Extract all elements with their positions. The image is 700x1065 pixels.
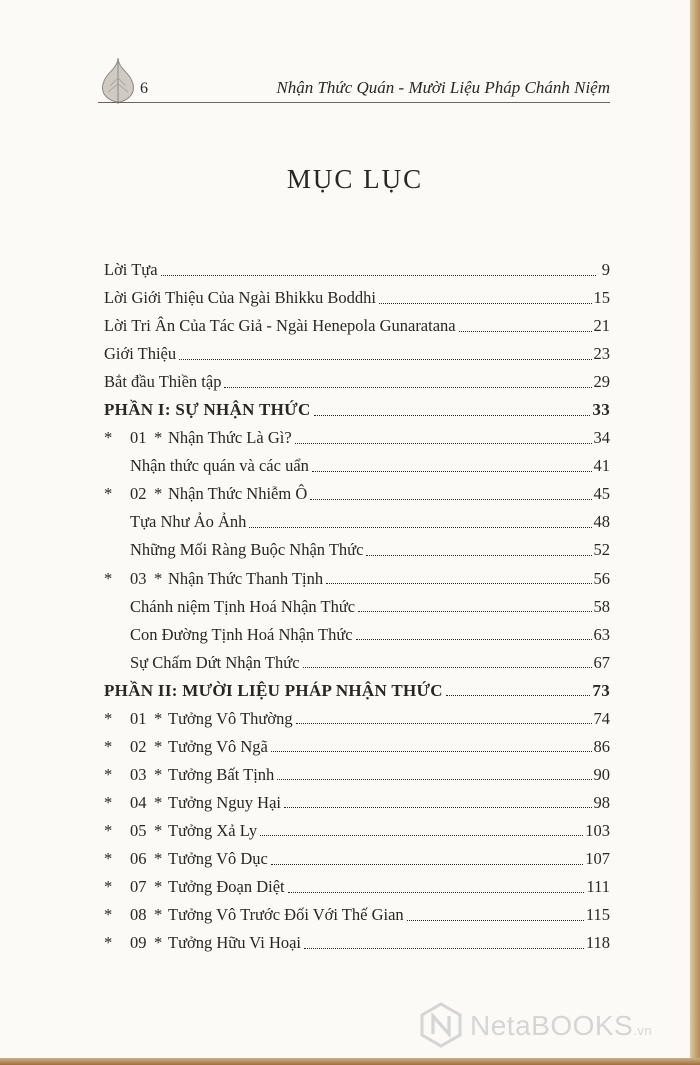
toc-entry	[104, 256, 610, 284]
toc-chapter-number: 04	[130, 792, 147, 812]
toc-page-number: 33	[592, 400, 610, 420]
toc-bullet: *	[104, 877, 113, 897]
toc-entry-label: Lời Giới Thiệu Của Ngài Bhikku Boddhi	[104, 288, 376, 308]
toc-entry-label: Tưởng Vô Dục	[168, 849, 268, 868]
toc-entry-label: Tựa Như Ảo Ảnh	[130, 512, 247, 532]
toc-bullet: *	[104, 736, 113, 756]
toc-entry-label: Tưởng Nguy Hại	[168, 792, 281, 812]
toc-bullet: *	[104, 820, 113, 840]
toc-page-number: 67	[593, 652, 610, 672]
toc-bullet: *	[154, 736, 163, 756]
toc-dot-leader	[284, 807, 592, 808]
toc-dot-leader	[356, 639, 592, 640]
toc-bullet: *	[154, 820, 163, 840]
toc-dot-leader	[407, 920, 584, 921]
toc-dot-leader	[288, 892, 585, 893]
toc-page-number: 15	[593, 288, 610, 308]
toc-part-heading	[104, 396, 610, 424]
toc-dot-leader	[304, 948, 584, 949]
toc-bullet: *	[154, 792, 163, 812]
page-number: 6	[140, 80, 148, 97]
toc-dot-leader	[271, 864, 583, 865]
toc-entry	[104, 929, 610, 957]
toc-entry-label: Bắt đầu Thiền tập	[104, 372, 222, 392]
toc-entry-label: Những Mối Ràng Buộc Nhận Thức	[130, 540, 364, 560]
toc-entry	[104, 845, 610, 873]
toc-entry-label: Nhận Thức Nhiễm Ô	[168, 484, 308, 504]
toc-dot-leader	[277, 779, 591, 780]
toc-dot-leader	[296, 723, 592, 724]
toc-dot-leader	[271, 751, 592, 752]
toc-entry-label: Tưởng Đoạn Diệt	[168, 877, 285, 897]
toc-chapter-number: 02	[130, 736, 147, 756]
toc-dot-leader	[310, 499, 591, 500]
toc-entry	[104, 312, 610, 340]
toc-dot-leader	[326, 583, 591, 584]
toc-page-number: 90	[593, 764, 610, 784]
toc-entry-label: Lời Tựa	[104, 260, 158, 280]
toc-bullet: *	[154, 428, 163, 448]
toc-chapter-number: 01	[130, 708, 147, 728]
table-of-contents	[104, 256, 610, 957]
toc-page-number: 98	[593, 792, 610, 812]
toc-chapter-number: 03	[130, 568, 147, 588]
toc-bullet: *	[154, 484, 163, 504]
toc-dot-leader	[249, 527, 591, 528]
toc-entry-label: Tưởng Hữu Vi Hoại	[168, 933, 302, 953]
toc-page-number: 48	[593, 512, 610, 532]
page-header	[98, 56, 610, 108]
toc-dot-leader	[303, 667, 592, 668]
toc-entry	[104, 649, 610, 677]
toc-page-number: 73	[592, 680, 610, 700]
toc-bullet: *	[154, 764, 163, 784]
toc-bullet: *	[154, 708, 163, 728]
toc-chapter-number: 05	[130, 820, 147, 840]
toc-entry	[104, 424, 610, 452]
toc-page-number: 56	[593, 568, 610, 588]
toc-page-number: 34	[593, 428, 610, 448]
toc-entry	[104, 508, 610, 536]
toc-entry-label: Tưởng Vô Thường	[168, 708, 293, 728]
toc-page-number: 86	[593, 736, 610, 756]
toc-bullet: *	[104, 933, 113, 953]
watermark	[418, 1000, 678, 1052]
toc-chapter-number: 06	[130, 849, 147, 868]
toc-page-number: 45	[593, 484, 610, 504]
toc-chapter-number: 07	[130, 877, 147, 897]
toc-dot-leader	[446, 695, 591, 696]
toc-page-number: 74	[593, 708, 610, 728]
toc-bullet: *	[104, 484, 113, 504]
header-rule	[98, 102, 610, 103]
toc-entry-label: Sự Chấm Dứt Nhận Thức	[130, 652, 300, 672]
toc-bullet: *	[154, 933, 163, 953]
toc-bullet: *	[104, 849, 113, 868]
toc-entry	[104, 284, 610, 312]
toc-entry-label: Tưởng Bất Tịnh	[168, 764, 275, 784]
toc-entry-label: Giới Thiệu	[104, 344, 177, 364]
toc-page-number: 9	[601, 260, 610, 280]
toc-page-number: 115	[585, 905, 610, 925]
toc-bullet: *	[104, 568, 113, 588]
toc-entry-label: Nhận Thức Là Gì?	[168, 428, 292, 448]
toc-dot-leader	[459, 331, 592, 332]
toc-dot-leader	[224, 387, 591, 388]
toc-entry	[104, 621, 610, 649]
book-edge-right	[690, 0, 700, 1065]
toc-entry-label: Con Đường Tịnh Hoá Nhận Thức	[130, 624, 353, 644]
toc-dot-leader	[179, 359, 591, 360]
toc-bullet: *	[154, 849, 163, 868]
toc-entry	[104, 368, 610, 396]
toc-entry-label: Nhận thức quán và các uẩn	[130, 456, 309, 476]
toc-entry-label: PHẦN II: MƯỜI LIỆU PHÁP NHẬN THỨC	[104, 680, 443, 700]
toc-page-number: 29	[593, 372, 610, 392]
toc-entry	[104, 565, 610, 593]
toc-bullet: *	[104, 708, 113, 728]
toc-dot-leader	[314, 415, 591, 416]
toc-dot-leader	[358, 611, 591, 612]
toc-entry	[104, 789, 610, 817]
toc-bullet: *	[104, 792, 113, 812]
toc-entry	[104, 901, 610, 929]
toc-chapter-number: 09	[130, 933, 147, 953]
toc-entry	[104, 340, 610, 368]
toc-entry	[104, 480, 610, 508]
toc-bullet: *	[104, 428, 113, 448]
toc-chapter-number: 03	[130, 764, 147, 784]
toc-entry	[104, 733, 610, 761]
running-title: Nhận Thức Quán - Mười Liệu Pháp Chánh Niệm	[276, 78, 610, 97]
toc-entry-label: PHẦN I: SỰ NHẬN THỨC	[104, 400, 311, 420]
toc-chapter-number: 01	[130, 428, 147, 448]
watermark-tld: .vn	[633, 1023, 653, 1038]
netabooks-logo-icon	[418, 1002, 464, 1048]
toc-dot-leader	[260, 835, 583, 836]
toc-dot-leader	[161, 275, 596, 276]
bodhi-leaf-icon	[98, 56, 138, 106]
toc-page-number: 107	[585, 849, 610, 868]
toc-bullet: *	[104, 905, 113, 925]
toc-entry	[104, 536, 610, 564]
toc-entry-label: Tưởng Xả Ly	[168, 820, 258, 840]
toc-page-number: 111	[586, 877, 610, 897]
toc-title: MỤC LỤC	[286, 164, 424, 194]
toc-dot-leader	[295, 443, 592, 444]
toc-bullet: *	[154, 905, 163, 925]
toc-page-number: 103	[585, 820, 610, 840]
toc-part-heading	[104, 677, 610, 705]
toc-entry	[104, 761, 610, 789]
toc-entry-label: Tưởng Vô Trước Đối Với Thế Gian	[168, 905, 404, 925]
toc-dot-leader	[379, 303, 592, 304]
toc-bullet: *	[104, 764, 113, 784]
toc-page-number: 23	[593, 344, 610, 364]
toc-entry-label: Chánh niệm Tịnh Hoá Nhận Thức	[130, 596, 356, 616]
toc-bullet: *	[154, 877, 163, 897]
toc-page-number: 52	[593, 540, 610, 560]
toc-dot-leader	[312, 471, 592, 472]
toc-entry-label: Tưởng Vô Ngã	[168, 736, 268, 756]
toc-page-number: 41	[593, 456, 610, 476]
toc-chapter-number: 08	[130, 905, 147, 925]
toc-page-number: 21	[593, 316, 610, 336]
toc-entry	[104, 873, 610, 901]
toc-page-number: 58	[593, 596, 610, 616]
toc-bullet: *	[154, 568, 163, 588]
toc-dot-leader	[366, 555, 591, 556]
watermark-brand	[470, 1010, 652, 1042]
toc-entry-label: Lời Tri Ân Của Tác Giả - Ngài Henepola Gunaratana	[104, 316, 456, 336]
toc-page-number: 63	[593, 624, 610, 644]
watermark-brand-name: NetaBOOKS	[470, 1010, 634, 1041]
toc-entry	[104, 705, 610, 733]
toc-entry	[104, 817, 610, 845]
toc-entry	[104, 452, 610, 480]
toc-entry	[104, 593, 610, 621]
toc-entry-label: Nhận Thức Thanh Tịnh	[168, 568, 324, 588]
book-edge-bottom	[0, 1058, 700, 1065]
toc-page-number: 118	[585, 933, 610, 953]
toc-chapter-number: 02	[130, 484, 147, 504]
